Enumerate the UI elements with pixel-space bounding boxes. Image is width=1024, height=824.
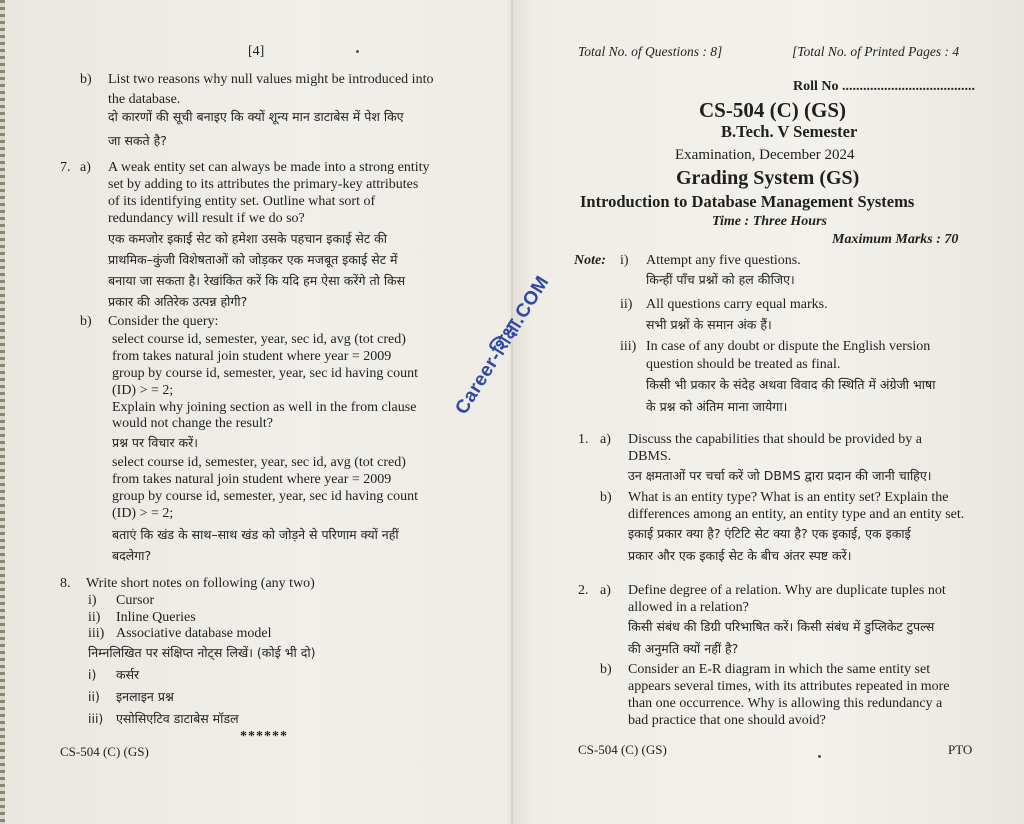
q7b-en-7: would not change the result? [112, 416, 273, 431]
q7a-en-1: A weak entity set can always be made into a strong entity [108, 160, 430, 175]
q8-item3-num: iii) [88, 626, 105, 641]
course-title: B.Tech. V Semester [721, 122, 858, 141]
q7a-en-4: redundancy will result if we do so? [108, 211, 305, 226]
q6b-en-2: the database. [108, 92, 181, 107]
q7a-hi-2: प्राथमिक–कुंजी विशेषताओं को जोड़कर एक मजबूत इकाई सेट में [108, 252, 398, 267]
q1b-hi-2: प्रकार और एक इकाई सेट के बीच अंतर स्पष्ट करें। [628, 548, 852, 563]
note2-hi: सभी प्रश्नों के समान अंक हैं। [646, 317, 772, 332]
q7b-en2-1: select course id, semester, year, sec id, avg (tot cred) [112, 455, 406, 470]
speck [356, 50, 359, 53]
note3-hi-2: के प्रश्न को अंतिम माना जायेगा। [646, 399, 788, 414]
q2b-en-3: than one occurrence. Why is allowing this redundancy a [628, 696, 943, 711]
q8-item2-num: ii) [88, 610, 101, 625]
exam-title: Examination, December 2024 [675, 147, 855, 163]
q2a-hi-1: किसी संबंध की डिग्री परिभाषित करें। किसी संबंध में डुप्लिकेट टुपल्स [628, 619, 935, 634]
q7b-hi2-1: बताएं कि खंड के साथ–साथ खंड को जोड़ने से परिणाम क्यों नहीं [112, 527, 399, 542]
left-footer: CS-504 (C) (GS) [60, 744, 149, 759]
q8-item2-text: Inline Queries [116, 610, 196, 625]
q7a-en-3: of its identifying entity set. Outline what sort of [108, 194, 376, 209]
q6b-en-1: List two reasons why null values might be introduced into [108, 72, 434, 87]
pto-label: PTO [948, 742, 973, 757]
q7a-hi-4: प्रकार की अतिरेक उत्पन्न होगी? [108, 294, 248, 309]
q7a-en-2: set by adding to its attributes the primary-key attributes [108, 177, 419, 192]
q2b-en-4: bad practice that one should avoid? [628, 713, 826, 728]
q1a-en-1: Discuss the capabilities that should be provided by a [628, 432, 922, 447]
page-number: [4] [248, 44, 265, 59]
q8-item1-text: Cursor [116, 593, 155, 608]
note3-hi-1: किसी भी प्रकार के संदेह अथवा विवाद की स्थिति में अंग्रेजी भाषा [646, 377, 936, 392]
q1b-en-1: What is an entity type? What is an entity set? Explain the [628, 490, 949, 505]
q7b-en-6: Explain why joining section as well in the from clause [112, 400, 417, 415]
note1-num: i) [620, 253, 629, 268]
q8-hi3-text: एसोसिएटिव डाटाबेस मॉडल [116, 711, 239, 726]
end-stars: ****** [240, 729, 288, 744]
q6b-label: b) [80, 72, 92, 87]
q2a-hi-2: की अनुमति क्यों नहीं है? [628, 641, 739, 656]
q2b-en-1: Consider an E-R diagram in which the same entity set [628, 662, 931, 677]
paper-edge [0, 0, 5, 824]
total-questions: Total No. of Questions : 8] [578, 44, 723, 59]
q8-hi1-num: i) [88, 667, 97, 682]
q7-number: 7. [60, 160, 71, 175]
q8-title: Write short notes on following (any two) [86, 576, 315, 591]
note3-en-2: question should be treated as final. [646, 357, 841, 372]
q2-number: 2. [578, 583, 589, 598]
q1b-hi-1: इकाई प्रकार क्या है? एंटिटि सेट क्या है? एक इकाई, एक इकाई [628, 526, 911, 541]
q1a-label: a) [600, 432, 611, 447]
q7a-label: a) [80, 160, 91, 175]
q8-hi2-text: इनलाइन प्रश्न [116, 689, 174, 704]
q7b-en2-2: from takes natural join student where year = 2009 [112, 472, 392, 487]
q1b-en-2: differences among an entity, an entity type and an entity set. [628, 507, 965, 522]
q7a-hi-3: बनाया जा सकता है। रेखांकित करें कि यदि हम ऐसा करेंगे तो किस [108, 273, 406, 288]
maximum-marks: Maximum Marks : 70 [832, 232, 959, 247]
q7b-en-2: select course id, semester, year, sec id, avg (tot cred) [112, 332, 406, 347]
note3-en-1: In case of any doubt or dispute the English version [646, 339, 931, 354]
q8-hi3-num: iii) [88, 711, 104, 726]
right-footer: CS-504 (C) (GS) [578, 742, 667, 757]
q1a-en-2: DBMS. [628, 449, 672, 464]
subject-title: Introduction to Database Management Systems [580, 192, 915, 211]
q7b-en-5: (ID) > = 2; [112, 383, 174, 398]
q7a-hi-1: एक कमजोर इकाई सेट को हमेशा उसके पहचान इकाई सेट की [108, 231, 387, 246]
q6b-hi-1: दो कारणों की सूची बनाइए कि क्यों शून्य मान डाटाबेस में पेश किए [108, 109, 404, 124]
q7b-en-4: group by course id, semester, year, sec id having count [112, 366, 419, 381]
note-label: Note: [574, 253, 606, 268]
q7b-en2-3: group by course id, semester, year, sec id having count [112, 489, 419, 504]
q8-item1-num: i) [88, 593, 97, 608]
q8-title-hi: निम्नलिखित पर संक्षिप्त नोट्स लिखें। (कोई भी दो) [88, 645, 316, 660]
q2a-label: a) [600, 583, 611, 598]
q7b-en-1: Consider the query: [108, 314, 219, 329]
q8-hi1-text: कर्सर [116, 667, 140, 682]
roll-no: Roll No ...................................... [793, 79, 975, 94]
note1-hi: किन्हीं पाँच प्रश्नों को हल कीजिए। [646, 272, 795, 287]
speck [818, 755, 821, 758]
q8-item3-text: Associative database model [116, 626, 272, 641]
grading-system: Grading System (GS) [676, 167, 860, 189]
career-watermark: Career-शिक्षा.COM [451, 272, 554, 419]
time-allowed: Time : Three Hours [712, 214, 827, 229]
q7b-label: b) [80, 314, 92, 329]
note3-num: iii) [620, 339, 637, 354]
q8-hi2-num: ii) [88, 689, 100, 704]
q7b-en2-4: (ID) > = 2; [112, 506, 174, 521]
total-pages: [Total No. of Printed Pages : 4 [792, 44, 960, 59]
paper-code: CS-504 (C) (GS) [699, 98, 846, 122]
q1b-label: b) [600, 490, 612, 505]
note2-num: ii) [620, 297, 633, 312]
q2b-en-2: appears several times, with its attributes repeated in more [628, 679, 950, 694]
q1-number: 1. [578, 432, 589, 447]
q6b-hi-2: जा सकते है? [108, 133, 167, 148]
q1a-hi-1: उन क्षमताओं पर चर्चा करें जो DBMS द्वारा प्रदान की जानी चाहिए। [628, 468, 932, 483]
note2-en: All questions carry equal marks. [646, 297, 828, 312]
q8-number: 8. [60, 576, 71, 591]
q2a-en-2: allowed in a relation? [628, 600, 749, 615]
q7b-en-3: from takes natural join student where year = 2009 [112, 349, 392, 364]
q2b-label: b) [600, 662, 612, 677]
q2a-en-1: Define degree of a relation. Why are duplicate tuples not [628, 583, 946, 598]
q7b-hi-1: प्रश्न पर विचार करें। [112, 435, 199, 450]
q7b-hi2-2: बदलेगा? [112, 548, 152, 563]
note1-en: Attempt any five questions. [646, 253, 801, 268]
page-fold [511, 0, 513, 824]
